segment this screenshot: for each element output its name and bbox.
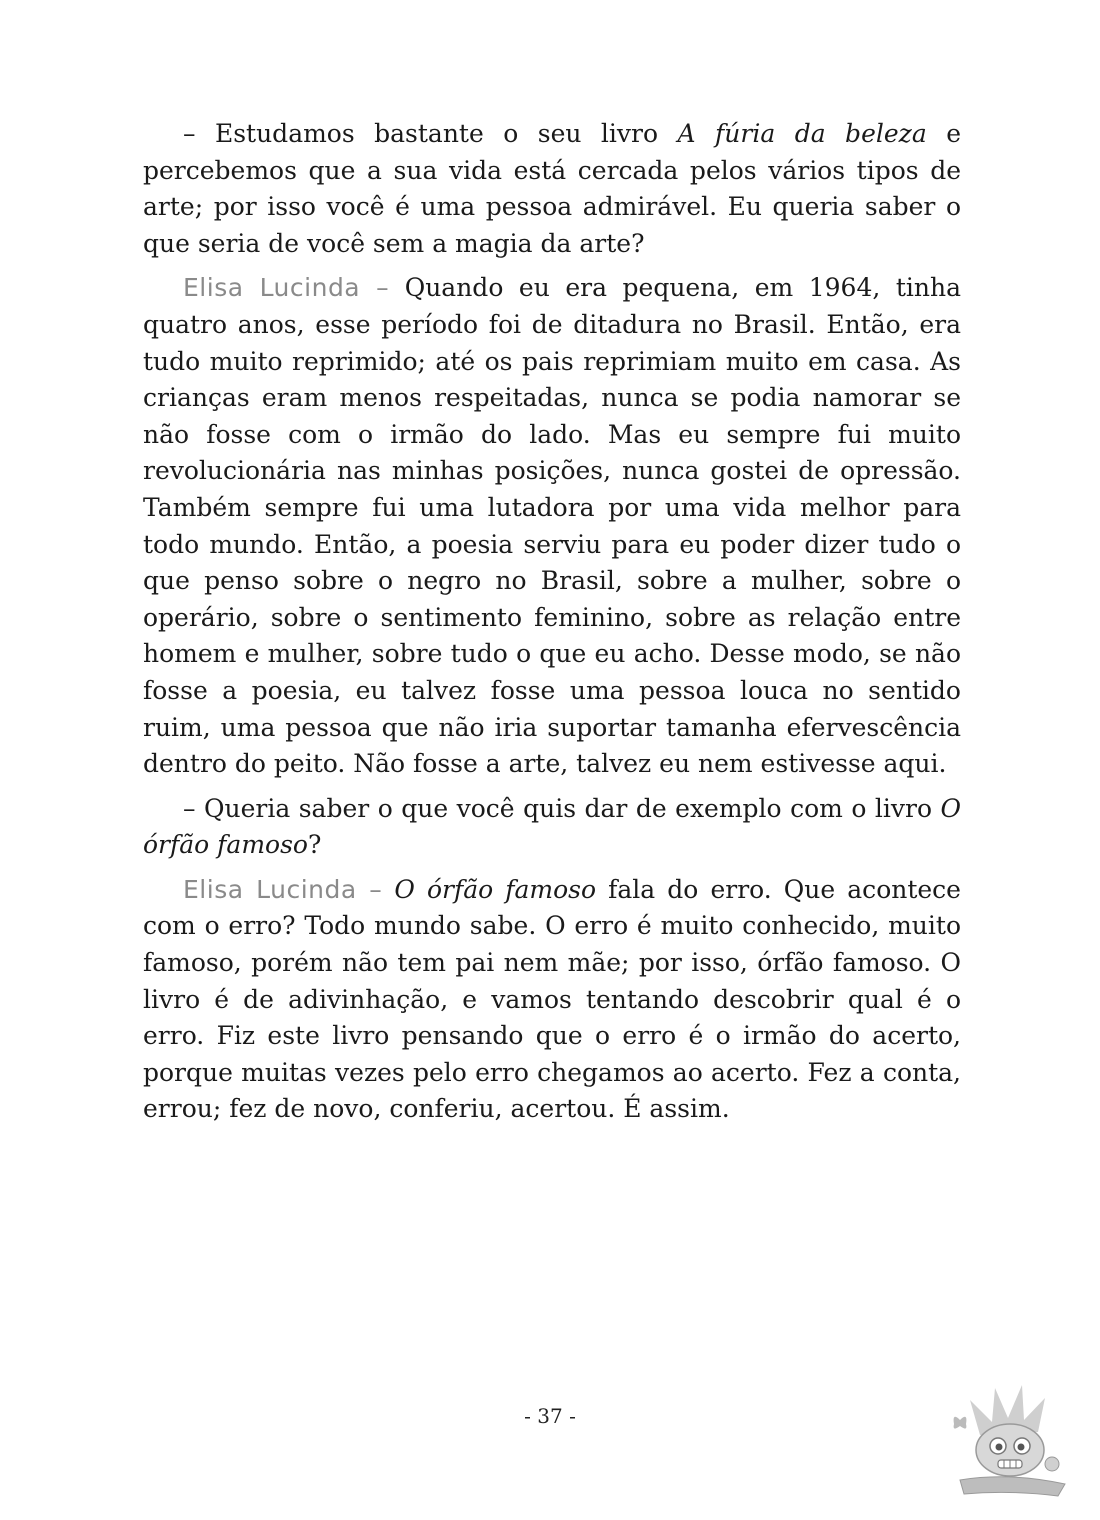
page-body [143, 116, 961, 1136]
speaker-label: Elisa Lucinda – [183, 273, 390, 303]
answer-paragraph [143, 270, 961, 782]
answer-text: Quando eu era pequena, em 1964, tinha quatro anos, esse período foi de ditadura no Brasil. Então, era tudo muito reprimido; até os pais reprimiam muito em casa. As crianças eram menos respeitadas, nunca se podia namorar se não fosse com o irmão do lado. Mas eu sempre fui muito revolucionária nas minhas posições, nunca gostei de opressão. Também sempre fui uma lutadora por uma vida melhor para todo mundo. Então, a poesia serviu para eu poder dizer tudo o que penso sobre o negro no Brasil, sobre a mulher, sobre o operário, sobre o sentimento feminino, sobre as relação entre homem e mulher, sobre tudo o que eu acho. Desse modo, se não fosse a poesia, eu talvez fosse uma pessoa louca no sentido ruim, uma pessoa que não iria suportar tamanha efervescência dentro do peito. Não fosse a arte, talvez eu nem estivesse aqui. [143, 273, 962, 779]
answer-paragraph [143, 872, 961, 1128]
question-text: e percebemos que a sua vida está cercada pelos vários tipos de arte; por isso você é uma pessoa admirável. Eu queria saber o que seria de você sem a magia da arte? [143, 119, 961, 258]
answer-text: fala do erro. Que acontece com o erro? Todo mundo sabe. O erro é muito conhecido, muito famoso, porém não tem pai nem mãe; por isso, órfão famoso. O livro é de adivinhação, e vamos tentando descobrir qual é o erro. Fiz este livro pensando que o erro é o irmão do acerto, porque muitas vezes pelo erro chegamos ao acerto. Fez a conta, errou; fez de novo, conferiu, acertou. É assim. [143, 874, 961, 1124]
book-title: O órfão famoso [394, 874, 597, 904]
book-title: A fúria da beleza [677, 119, 927, 148]
question-paragraph [143, 116, 961, 262]
speaker-label: Elisa Lucinda – [183, 874, 383, 904]
cartoon-mascot-icon [940, 1380, 1075, 1505]
question-paragraph [143, 791, 961, 864]
question-text: – Queria saber o que você quis dar de exemplo com o livro [183, 793, 941, 823]
page-number: - 37 - [524, 1404, 576, 1428]
book-title: O órfão famoso [143, 793, 961, 860]
question-text: – Estudamos bastante o seu livro [183, 119, 678, 148]
question-text: ? [307, 830, 322, 860]
